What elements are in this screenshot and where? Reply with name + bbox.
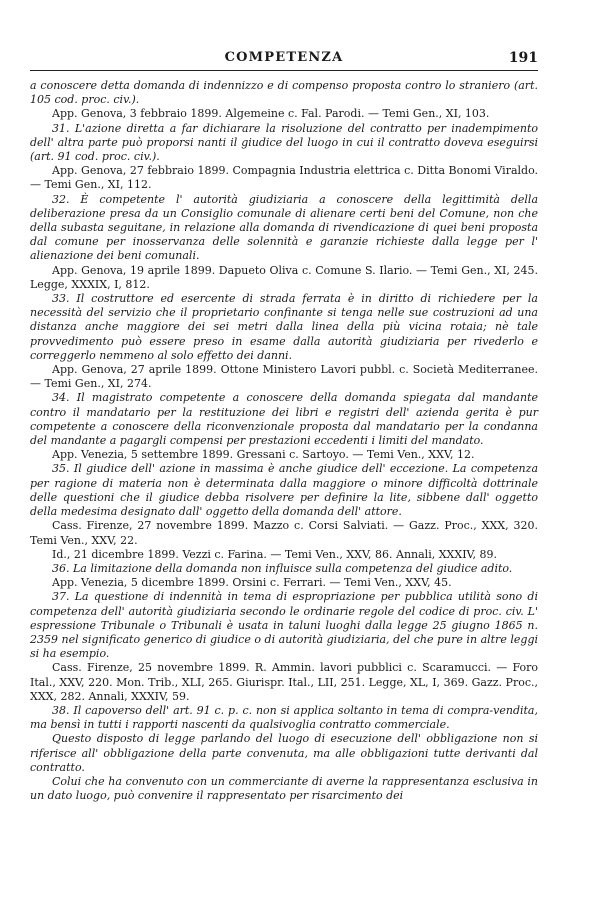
paragraph: Colui che ha convenuto con un commerciante di averne la rappresentanza esclusiva in un dato luogo, può convenire il rappresentato per risarcimento dei [30,774,538,803]
paragraph: App. Genova, 19 aprile 1899. Dapueto Oliva c. Comune S. Ilario. — Temi Gen., XI, 245. Legge, XXXIX, I, 812. [30,263,538,291]
paragraph: App. Venezia, 5 dicembre 1899. Orsini c. Ferrari. — Temi Ven., XXV, 45. [52,576,452,590]
paragraph: Cass. Firenze, 27 novembre 1899. Mazzo c. Corsi Salviati. — Gazz. Proc., XXX, 320. Temi Ven., XXV, 22. [30,519,538,547]
body-text [30,79,538,803]
paragraph: App. Venezia, 5 settembre 1899. Gressani c. Sartoyo. — Temi Ven., XXV, 12. [52,448,475,462]
paragraph: 38. Il capoverso dell' art. 91 c. p. c. non si applica soltanto in tema di compra-vendita, ma bensì in tutti i rapporti nascenti da qualsivoglia contratto commerciale. [30,703,538,732]
paragraph: 33. Il costruttore ed esercente di strada ferrata è in diritto di richiedere per la necessità del servizio che il proprietario confinante si tenga nelle sue costruzioni ad una distanza anche maggiore dei sei metri dalla linea della più vicina rotaia; nè tale provvedimento può essere preso in esame dalla autorità giudiziaria per rivederlo e correggerlo nemmeno al solo effetto dei danni. [30,292,538,362]
paragraph: 37. La questione di indennità in tema di espropriazione per pubblica utilità sono di competenza dell' autorità giudiziaria secondo le ordinarie regole del codice di proc. civ. L' espressione Tribunale o Tribunali è usata in taluni luoghi dalla legge 25 giugno 1865 n. 2359 nel significato generico di giudice o di autorità giudiziaria, del che pure in altre leggi si ha esempio. [30,590,538,661]
paragraph: App. Genova, 27 febbraio 1899. Compagnia Industria elettrica c. Ditta Bonomi Viraldo. — Temi Gen., XI, 112. [30,164,538,192]
paragraph: Id., 21 dicembre 1899. Vezzi c. Farina. — Temi Ven., XXV, 86. Annali, XXXIV, 89. [52,547,498,561]
page-header [30,50,538,71]
paragraph: 34. Il magistrato competente a conoscere della domanda spiegata dal mandante contro il mandatario per la restituzione dei libri e registri dell' azienda gerita è pur competente a conoscere della riconvenzionale proposta dal mandatario per la condanna del mandante a pagargli compensi per prestazioni eccedenti i limiti del mandato. [30,391,538,448]
paragraph: App. Genova, 27 aprile 1899. Ottone Ministero Lavori pubbl. c. Società Mediterranee. — Temi Gen., XI, 274. [30,363,538,391]
paragraph: Questo disposto di legge parlando del luogo di esecuzione dell' obbligazione non si riferisce all' obbligazione della parte convenuta, ma alle obbligazioni tutte derivanti dal contratto. [30,732,538,774]
paragraph: a conoscere detta domanda di indennizzo e di compenso proposta contro lo straniero (art. 105 cod. proc. civ.). [30,79,538,107]
document-page [30,50,538,803]
paragraph: Cass. Firenze, 25 novembre 1899. R. Ammin. lavori pubblici c. Scaramucci. — Foro Ital., XXV, 220. Mon. Trib., XLI, 265. Giurispr. Ital., LII, 251. Legge, XL, I, 369. Gazz. Proc., XXX, 282. Annali, XXXIV, 59. [30,661,538,703]
page-number: 191 [508,50,538,66]
paragraph: App. Genova, 3 febbraio 1899. Algemeine c. Fal. Parodi. — Temi Gen., XI, 103. [52,107,490,121]
paragraph: 36. La limitazione della domanda non influisce sulla competenza del giudice adito. [52,561,513,575]
paragraph: 35. Il giudice dell' azione in massima è anche giudice dell' eccezione. La competenza per ragione di materia non è determinata dalla maggiore o minore difficoltà dottrinale delle questioni che il giudice debba risolvere per definire la lite, sibbene dall' oggetto della medesima designato dall' oggetto della domanda dell' attore. [30,462,538,519]
running-title: COMPETENZA [224,50,344,65]
paragraph: 32. È competente l' autorità giudiziaria a conoscere della legittimità della deliberazione presa da un Consiglio comunale di alienare certi beni del Comune, non che della subasta seguitane, in relazione alla domanda di rivendicazione di quei beni proposta dal comune per inosservanza delle solennità e garanzie richieste dalla legge per l' alienazione dei beni comunali. [30,192,538,263]
paragraph: 31. L'azione diretta a far dichiarare la risoluzione del contratto per inadempimento dell' altra parte può proporsi nanti il giudice del luogo in cui il contratto doveva eseguirsi (art. 91 cod. proc. civ.). [30,121,538,164]
